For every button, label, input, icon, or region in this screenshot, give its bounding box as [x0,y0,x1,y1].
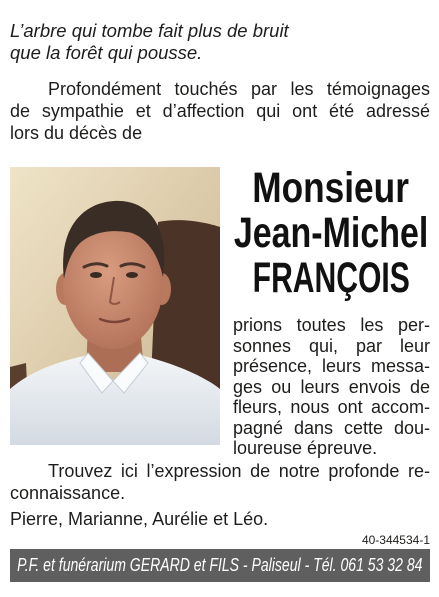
intro-line: de sympathie et d’affection qui ont été adressé [10,101,430,121]
message-line: prions toutes les per- [233,315,430,335]
quote-line: que la forêt qui pousse. [10,42,203,63]
message-line: sonnes qui, par leur [233,335,430,356]
funeral-home-banner [10,549,430,582]
closing-paragraph [10,460,430,504]
portrait-photo-image [10,167,220,445]
signatories [10,508,430,530]
intro-line: lors du décès de [10,123,143,143]
closing-line: Trouvez ici l’expression de notre profonde re- [48,461,430,481]
funeral-home-text: P.F. et funérarium GERARD et FILS - Paliseul - Tél. 061 53 32 84 [17,555,423,575]
intro-line: Profondément touchés par les témoignages [48,79,430,99]
message-line: fleurs, nous ont accom- [233,397,430,417]
message-line: pagné dans cette dou- [233,417,430,438]
deceased-last-name: FRANÇOIS [252,254,410,302]
message-line: ges ou leurs envois de [233,376,430,397]
thanks-message [233,315,430,459]
deceased-first-name-line [232,211,430,256]
quote-line: L’arbre qui tombe fait plus de bruit [10,20,289,41]
ad-reference-number: 40-344534-1 [361,533,430,547]
deceased-title-line [232,166,430,211]
deceased-name [232,166,430,304]
quote [10,20,430,64]
deceased-first-name: Jean-Michel [233,209,429,257]
deceased-title: Monsieur [252,166,410,212]
closing-line: connaissance. [10,483,126,503]
intro-paragraph [10,78,430,144]
deceased-last-name-line [232,256,430,301]
portrait-photo [10,167,220,445]
signatories-text: Pierre, Marianne, Aurélie et Léo. [10,509,269,529]
message-line: loureuse épreuve. [233,438,378,458]
message-line: présence, leurs messa- [233,356,430,376]
